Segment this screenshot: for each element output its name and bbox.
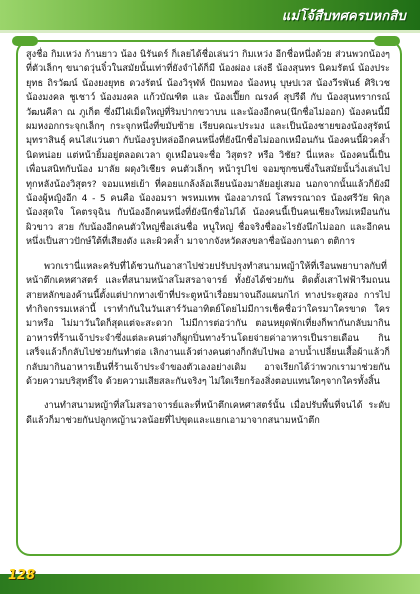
- header-band: [0, 0, 420, 30]
- frame-corner-left: [12, 36, 38, 46]
- paragraph-1: สูงชื่อ กิมเหว่ง ก้านยาว น้อง นิรันดร์ ก็เลยได้ชื่อเล่นว่า กิมเหว่ง อีกชื่อหนึ่งด้วย ส่วนพวกน้องๆ ที่ตัวเล็กๆ ขนาดวุ่นจิ๋วในสมัยนั้นเท่าที่ยังจำได้ก็มี น้องผ่อง เล่งธี น้องสุนทร นิคมรัตน์ น้องประยุทธ ถิรวัฒน์ น้องยงยุทธ ดวงรัตน์ น้องวิรุฬห์ ปัถมทอง น้องหนุ บุษปเวส น้องวีรพันธ์ ศิริเวช น้องมงคล ชูเชาว์ น้องมงคล แก้วบัณฑิต และ น้องเปี๊ยก ณรงค์ สุปรีดี กับ น้องสุนทรากรณ์ วัฒนคีลา ณ ภูเก็ต ซึ่งมีไฝเม็ดใหญ่ที่ริมปากขวาบน และน้องอีกคน(นึกชื่อไม่ออก) น้องคนนี้มีผมหงอกกระจุกเล็กๆ กระจุกหนึ่งที่ขมับซ้าย เรียบคณะประมง และเป็นน้องชายของน้องสุรัตน์ มุทราสินธุ์ คนไส่แว่นตา กับน้องรูปหล่ออีกคนหนึ่งที่ยังนึกชื่อไม่ออกเหมือนกัน น้องคนนี้ผิวคล้ำนิดหน่อย แต่หน้ายิ้มอยู่ตลอดเวลา ดูเหมือนจะชื่อ วิสุตร? หรือ วิชัย? นี่แหละ น้องคนนี้เป็นเพื่อนสนิทกับน้อง มาลัย ผดุงวิเชียร คนตัวเล็กๆ หน้ารูปไข่ จอมซุกซนซึ่งในสมัยนั้นวิ่งเล่นไปทุกหลังน้องวิสุตร? จอมแหย่เย้า ที่คอยแกล้งล้อเลียนน้องมาลัยอยู่เสมอ นอกจากนั้นแล้วก็ยังมีน้องผู้หญิงอีก 4 - 5 คนคือ น้องอมรา พรหมเทพ น้องอาภรณ์ โสพรรณาถร น้องศรีวัย พิกุล น้องสุดใจ โคตรจุฉิน กับน้องอีกคนหนึ่งที่ยังนึกชื่อไม่ได้ น้องคนนี้เป็นคนเชียงใหม่เหมือนกัน ผิวขาว สวย กับน้องอีกคนตัวใหญ่ชื่อเล่นชื่อ หนูใหญ่ ชื่อจริงชื่ออะไรยังนึกไม่ออก และอีกคนหนึ่งเป็นสาวปักษ์ใต้ที่เสียงดัง และผิวคล้ำ มาจากจังหวัดสงขลาชื่อน้องกานดา ตติการ: [26, 49, 390, 248]
- paragraph-3: งานทำสนามหญ้าที่สโมสรอาจารย์และที่หน้าตึกเคหศาสตร์นั้น เมื่อปรับพื้นที่จนได้ ระดับดีแล้วก็มาช่วยกันปลูกหญ้านวลน้อยที่ไปขุดและแยกเอามาจากสนามหน้าตึก: [26, 400, 390, 426]
- frame-corner-right: [374, 36, 400, 46]
- page-number: 128: [8, 568, 36, 583]
- footer-band: [0, 574, 420, 594]
- paragraph-2: พวกเรานี่แหละครับที่ได้ชวนกันอาสาไปช่วยปรับปรุงทำสนามหญ้าให้ที่เรือนพยาบาลกับที่หน้าตึกเคหศาสตร์ และที่สนามหน้าสโมสรอาจารย์ ทั้งยังได้ช่วยกัน ติดตั้งเสาไฟฟ้ารีมถนนสายหลักของค้านนี้ตั้งแต่ปากทางเข้าที่ประตูหน้าเรื่อยมาจนถึงแผนกไก่ ทางประตูสอง การไปทำกิจกรรมเหล่านี้ เราทำกันในวันเสาร์วันอาทิตย์โดยไม่มีการเช็คชื่อว่าใครมาใครขาด ใครมาหรือ ไม่มาวันใดก็สุดแต่จะสะดวก ไม่มีการต่อว่ากัน ตอนหยุดพักเที่ยงก็พากันกลับมากินอาหารที่ร้านเจ้าประจำซึ่งแต่ละคนต่างก็ผูกปิ่นทางร้านโดยจ่ายค่าอาหารเป็นรายเดือน กินเสร็จแล้วก็กลับไปช่วยกันทำต่อ เลิกงานแล้วต่างคนต่างก็กลับไปพอ อาบน้ำเปลี่ยนเสื้อผ้าแล้วก็กลับมากินอาหารเย็นที่ร้านเจ้าประจำของตัวเองอย่างเดิม อาจเรียกได้ว่าพวกเรามาช่วยกันด้วยความบริสุทธิ์ใจ ด้วยความเสียสละกันจริงๆ ไม่ใดเรียกร้องสิ่งตอบแทนใดๆจากใครทั้งสิ้น: [26, 260, 390, 387]
- publication-title: แม่โจ้สืบทศครบหกสิบ: [281, 9, 406, 24]
- article-body: [26, 48, 390, 548]
